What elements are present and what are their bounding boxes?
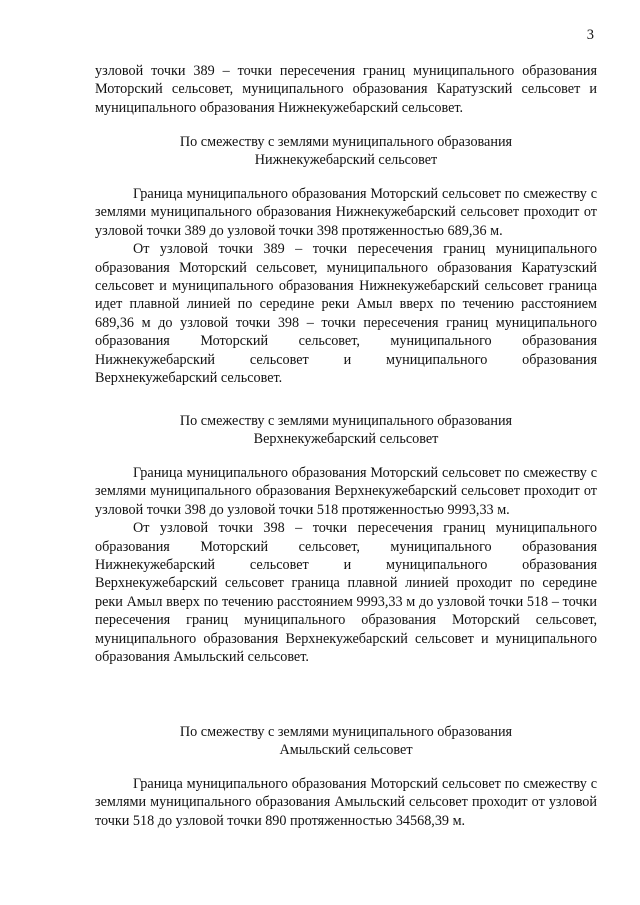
section-heading-line2: Нижнекужебарский сельсовет: [254, 152, 438, 169]
section-paragraph: Граница муниципального образования Моторский сельсовет по смежеству с землями муниципального образования Амыльский сельсовет проходит от узловой точки 518 до узловой точки 890 протяженностью 34568,39 м.: [95, 776, 597, 829]
section-heading-line2: Амыльский сельсовет: [279, 742, 413, 759]
section-heading-line1: По смежеству с землями муниципального образования: [179, 724, 513, 740]
section-heading-line1: По смежеству с землями муниципального образования: [179, 134, 513, 150]
intro-block: [95, 62, 597, 117]
section-heading-amylsky: [95, 723, 597, 760]
section-heading-verkhnekuzhebarsky: [95, 412, 597, 449]
section-paragraph: От узловой точки 389 – точки пересечения границ муниципального образования Моторский сельсовет, муниципального образования Каратузский сельсовет и муниципального образования Нижнекужебарский сельсовет граница идет плавной линией по середине реки Амыл вверх по течению расстоянием 689,36 м до узловой точки 398 – точки пересечения границ муниципального образования Моторский сельсовет, муниципального образования Нижнекужебарский сельсовет и муниципального образования Верхнекужебарский сельсовет.: [95, 241, 597, 387]
section-body-amylsky: [95, 775, 597, 830]
intro-paragraph: узловой точки 389 – точки пересечения границ муниципального образования Моторский сельсовет, муниципального образования Каратузский сельсовет и муниципального образования Нижнекужебарский сельсовет.: [95, 63, 597, 116]
section-heading-line2: Верхнекужебарский сельсовет: [253, 431, 439, 448]
section-paragraph: Граница муниципального образования Моторский сельсовет по смежеству с землями муниципального образования Нижнекужебарский сельсовет проходит от узловой точки 389 до узловой точки 398 протяженностью 689,36 м.: [95, 186, 597, 239]
section-paragraph: От узловой точки 398 – точки пересечения границ муниципального образования Моторский сельсовет, муниципального образования Нижнекужебарский сельсовет и муниципального образования Верхнекужебарский сельсовет граница плавной линией проходит по середине реки Амыл вверх по течению расстоянием 9993,33 м до узловой точки 518 – точки пересечения границ муниципального образования Моторский сельсовет, муниципального образования Верхнекужебарский сельсовет и муниципального образования Амыльский сельсовет.: [95, 520, 597, 666]
section-body-nizhnekuzhebarsky: [95, 185, 597, 387]
section-heading-line1: По смежеству с землями муниципального образования: [179, 413, 513, 429]
section-body-verkhnekuzhebarsky: [95, 464, 597, 666]
page-number: 3: [586, 27, 594, 43]
section-heading-nizhnekuzhebarsky: [95, 133, 597, 170]
section-paragraph: Граница муниципального образования Моторский сельсовет по смежеству с землями муниципального образования Верхнекужебарский сельсовет проходит от узловой точки 398 до узловой точки 518 протяженностью 9993,33 м.: [95, 465, 597, 518]
